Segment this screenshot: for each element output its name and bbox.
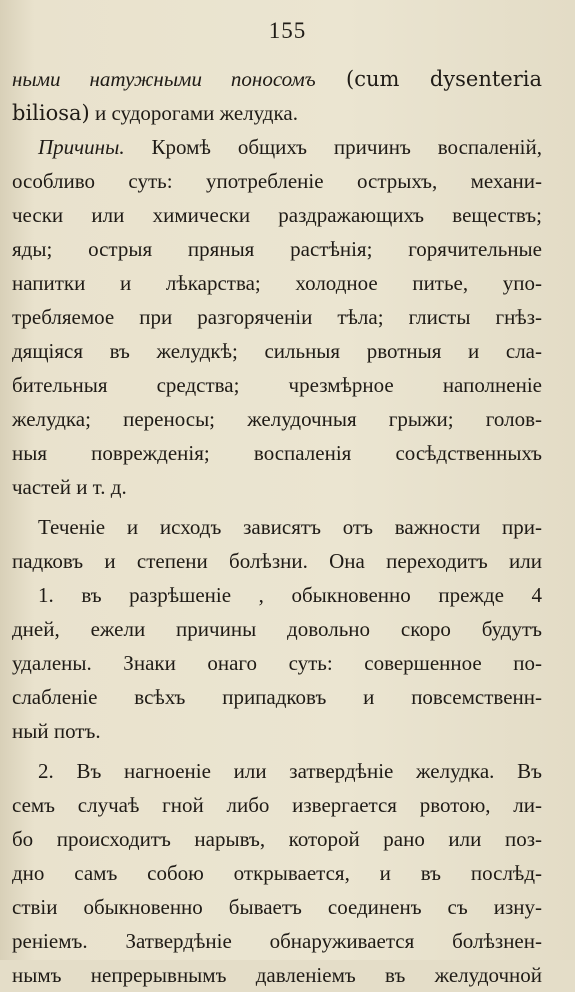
text-line: удалены. Знаки онаго суть: совершенное по- (12, 651, 542, 675)
italic-phrase: ными натужными поносомъ (12, 67, 316, 91)
text-line: дней, ежели причины довольно скоро будутъ (12, 617, 542, 641)
text-line: слабленіе всѣхъ припадковъ и повсемственн- (12, 685, 542, 709)
text-line (12, 130, 542, 164)
text-line: бо происходитъ нарывъ, которой рано или поз- (12, 827, 542, 851)
text-line: 1. въ разрѣшеніе , обыкновенно прежде 4 (38, 583, 542, 607)
text-line: желудка; переносы; желудочныя грыжи; голов- (12, 407, 542, 431)
text-line: ствіи обыкновенно бываетъ соединенъ съ изну- (12, 895, 542, 919)
text-fragment: и судорогами желудка. (89, 101, 298, 125)
text-line: ныя поврежденія; воспаленія сосѣдственныхъ (12, 441, 542, 465)
text-line: Теченіе и исходъ зависятъ отъ важности при- (38, 515, 542, 539)
body-text (12, 62, 542, 992)
latin-phrase: biliosa) (12, 101, 90, 125)
text-line: дящіяся въ желудкѣ; сильныя рвотныя и сла- (12, 339, 542, 363)
text-line: реніемъ. Затвердѣніе обнаруживается болѣзнен- (12, 929, 542, 953)
page-number: 155 (268, 18, 307, 43)
latin-phrase: (cum dysenteria (315, 67, 542, 91)
text-fragment: Кромѣ общихъ причинъ воспаленій, (124, 135, 542, 159)
section-heading: Причины. (38, 135, 125, 159)
text-line (12, 62, 542, 96)
text-line: чески или химически раздражающихъ веществъ; (12, 203, 542, 227)
text-line: ный потъ. (12, 719, 101, 743)
text-line: особливо суть: употребленіе острыхъ, механи- (12, 169, 542, 193)
text-line: падковъ и степени болѣзни. Она переходитъ или (12, 549, 542, 573)
text-line (12, 96, 542, 130)
text-line: напитки и лѣкарства; холодное питье, упо- (12, 271, 542, 295)
text-line: нымъ непрерывнымъ давленіемъ въ желудочной (12, 963, 542, 987)
text-line: дно самъ собою открывается, и въ послѣд- (12, 861, 542, 885)
text-line: бительныя средства; чрезмѣрное наполненіе (12, 373, 542, 397)
text-line: яды; острыя пряныя растѣнія; горячительные (12, 237, 542, 261)
text-line: семъ случаѣ гной либо извергается рвотою, ли- (12, 793, 542, 817)
text-line: 2. Въ нагноеніе или затвердѣніе желудка. Въ (38, 759, 542, 783)
text-line: требляемое при разгоряченіи тѣла; глисты гнѣз- (12, 305, 542, 329)
text-line: частей и т. д. (12, 475, 127, 499)
